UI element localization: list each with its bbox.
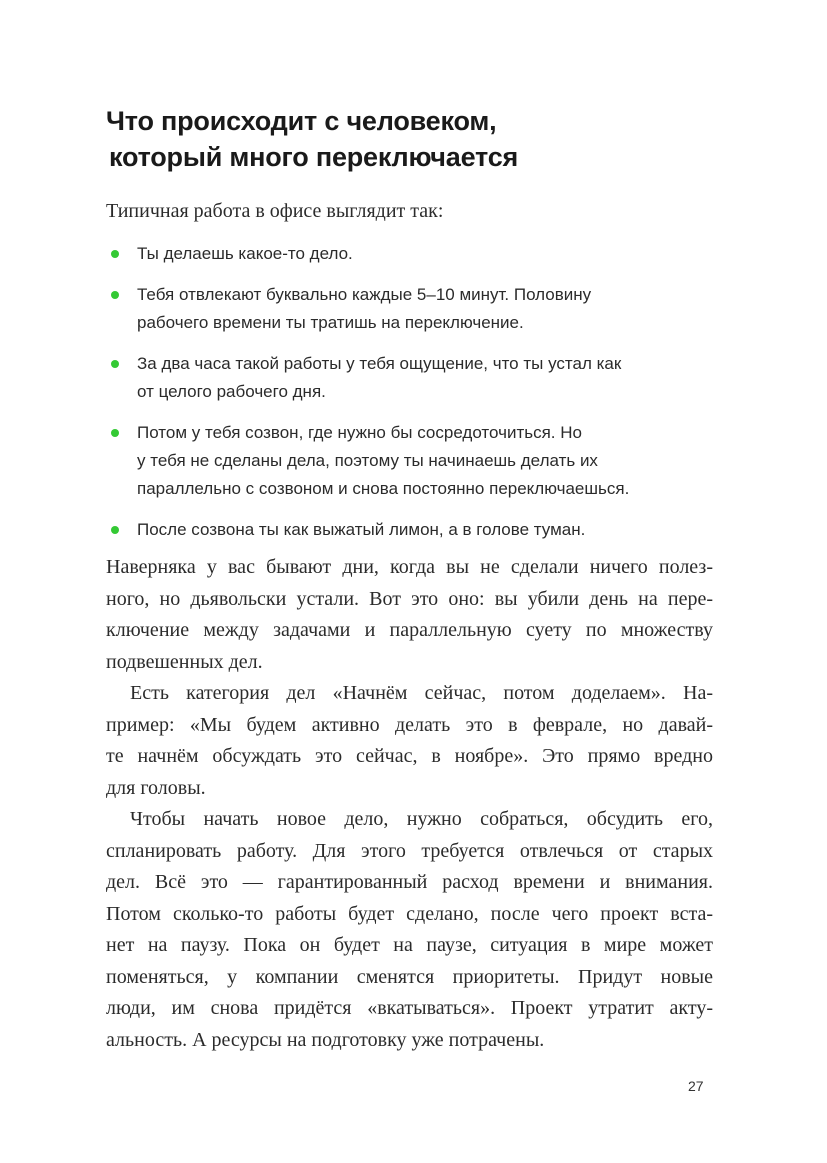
list-item-line: рабочего времени ты тратишь на переключение.	[137, 313, 524, 332]
list-item	[106, 350, 726, 406]
bullet-list	[106, 240, 726, 557]
bullet-icon	[111, 429, 119, 437]
text-line: для головы.	[106, 776, 206, 799]
list-item-line: Тебя отвлекают буквально каждые 5–10 минут. Половину	[137, 285, 592, 304]
list-item-line: Потом у тебя созвон, где нужно бы сосредоточиться. Но	[137, 423, 582, 442]
bullet-icon	[111, 291, 119, 299]
section-heading	[106, 103, 518, 175]
text-line: Есть категория дел «Начнём сейчас, потом доделаем». На-	[130, 682, 713, 704]
text-line: Наверняка у вас бывают дни, когда вы не сделали ничего полез-	[106, 556, 713, 578]
text-line: ного, но дьявольски устали. Вот это оно: вы убили день на пере-	[106, 587, 713, 610]
bullet-icon	[111, 360, 119, 368]
page-number: 27	[688, 1078, 704, 1094]
text-line: ключение между задачами и параллельную суету по множеству	[106, 619, 713, 641]
text-line: альность. А ресурсы на подготовку уже потрачены.	[106, 1028, 545, 1051]
body-text	[106, 552, 713, 1056]
text-line: нет на паузу. Пока он будет на паузе, ситуация в мире может	[106, 934, 713, 956]
bullet-icon	[111, 526, 119, 534]
list-item-line: у тебя не сделаны дела, поэтому ты начинаешь делать их	[137, 451, 598, 470]
list-item	[106, 240, 726, 268]
bullet-icon	[111, 250, 119, 258]
text-line: люди, им снова придётся «вкатываться». Проект утратит акту-	[106, 997, 713, 1019]
text-line: спланировать работу. Для этого требуется отвлечься от старых	[106, 839, 713, 862]
text-line: Потом сколько-то работы будет сделано, после чего проект вста-	[106, 902, 713, 925]
heading-line: Что происходит с человеком,	[106, 106, 497, 136]
paragraph	[106, 552, 713, 678]
list-item-line: от целого рабочего дня.	[137, 382, 326, 401]
text-line: Чтобы начать новое дело, нужно собраться, обсудить его,	[130, 808, 713, 830]
text-line: подвешенных дел.	[106, 650, 263, 673]
text-line: те начнём обсуждать это сейчас, в ноябре». Это прямо вредно	[106, 745, 713, 767]
intro-text: Типичная работа в офисе выглядит так:	[106, 200, 444, 222]
list-item-line: параллельно с созвоном и снова постоянно переключаешься.	[137, 479, 630, 498]
paragraph	[106, 678, 713, 804]
list-item	[106, 516, 726, 544]
heading-line: который много переключается	[109, 142, 519, 172]
list-item	[106, 281, 726, 337]
list-item-line: За два часа такой работы у тебя ощущение, что ты устал как	[137, 354, 622, 373]
list-item-line: После созвона ты как выжатый лимон, а в голове туман.	[137, 520, 586, 539]
list-item-line: Ты делаешь какое-то дело.	[137, 244, 353, 263]
text-line: пример: «Мы будем активно делать это в феврале, но давай-	[106, 713, 713, 736]
paragraph	[106, 804, 713, 1056]
list-item	[106, 419, 726, 503]
text-line: дел. Всё это — гарантированный расход времени и внимания.	[106, 871, 713, 893]
text-line: поменяться, у компании сменятся приоритеты. Придут новые	[106, 965, 713, 988]
